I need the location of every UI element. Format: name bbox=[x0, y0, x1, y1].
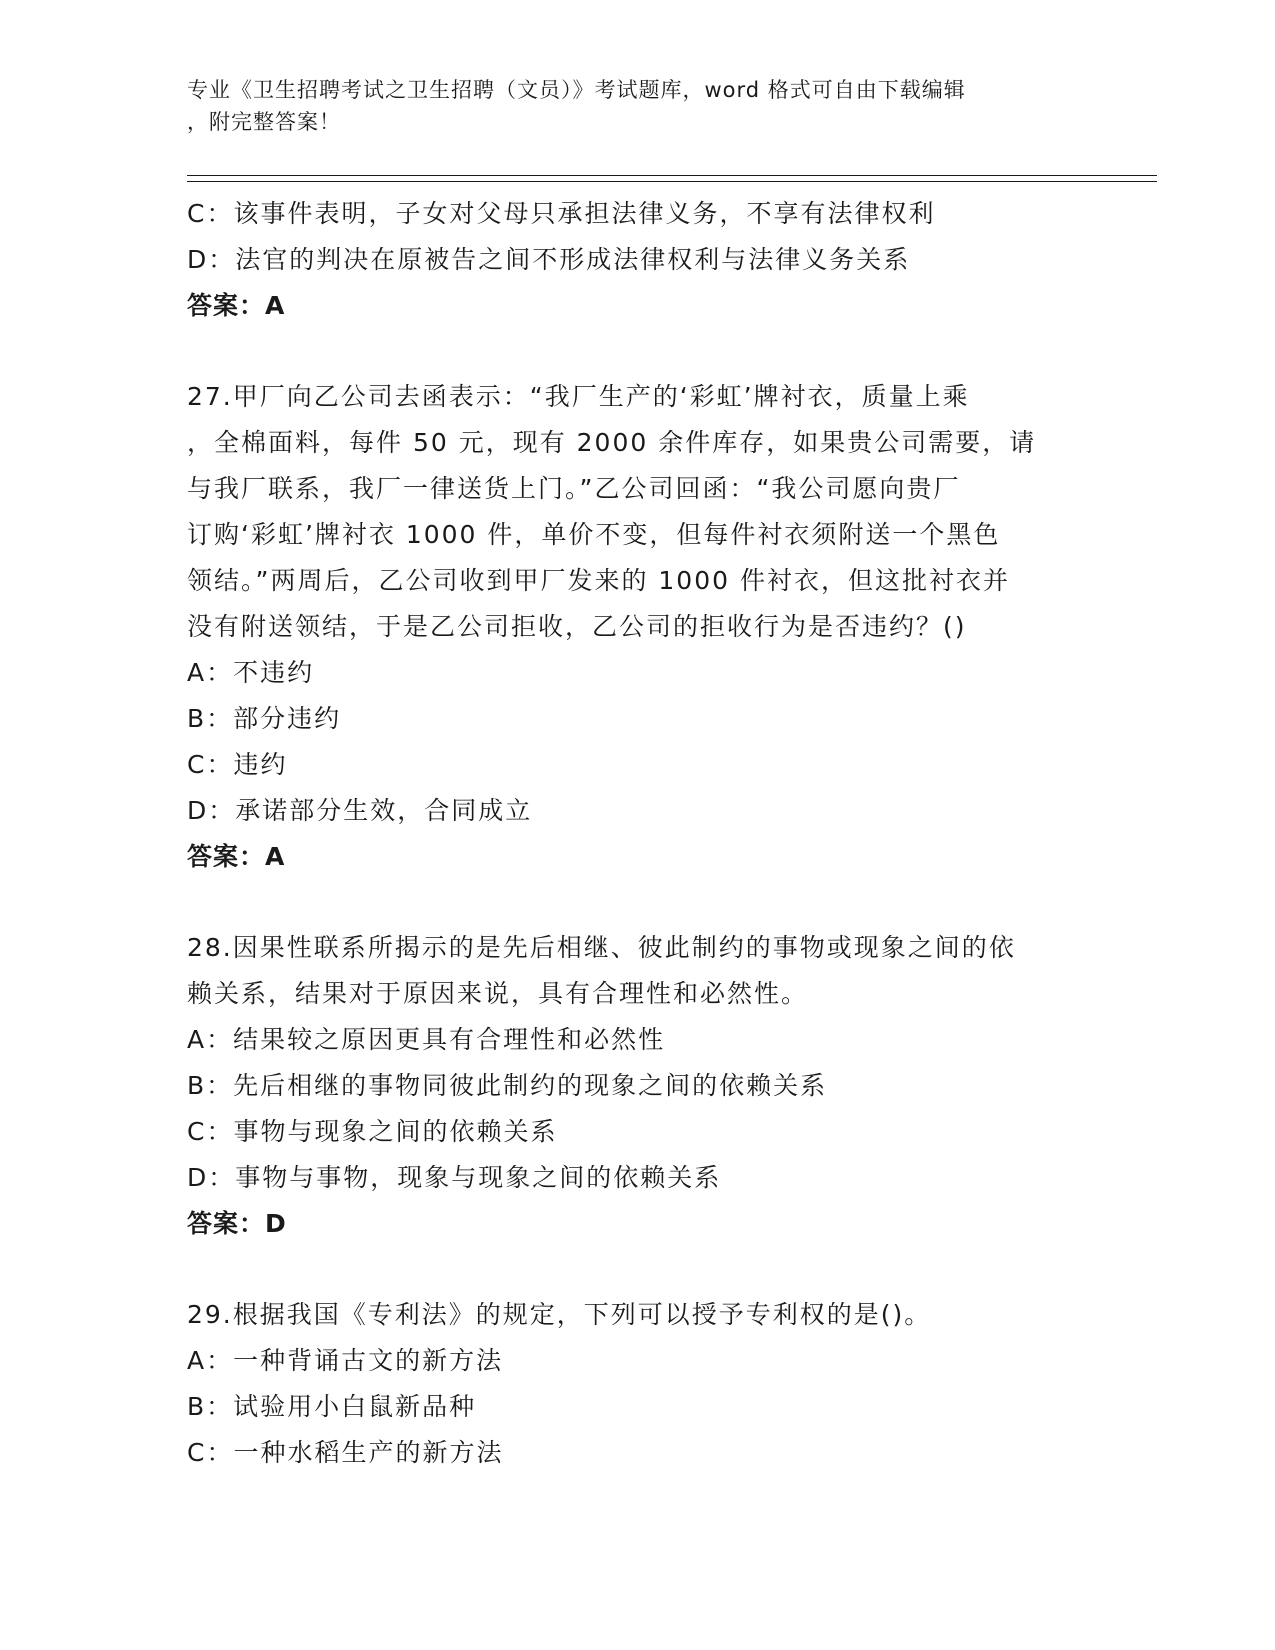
question-stem-line: 没有附送领结，于是乙公司拒收，乙公司的拒收行为是否违约？() bbox=[187, 612, 967, 641]
answer-line: 答案：A bbox=[187, 291, 286, 320]
question-27 bbox=[187, 374, 1087, 880]
question-stem-line: 订购‘彩虹’牌衬衣 1000 件，单价不变，但每件衬衣须附送一个黑色 bbox=[187, 520, 1001, 549]
question-29 bbox=[187, 1292, 1087, 1476]
question-stem-line: 27.甲厂向乙公司去函表示：“我厂生产的‘彩虹’牌衬衣，质量上乘 bbox=[187, 382, 970, 411]
option-a: A：一种背诵古文的新方法 bbox=[187, 1346, 504, 1375]
question-28 bbox=[187, 925, 1087, 1247]
option-d: D：事物与事物，现象与现象之间的依赖关系 bbox=[187, 1163, 722, 1192]
option-c: C：一种水稻生产的新方法 bbox=[187, 1438, 504, 1467]
question-stem-line: 赖关系，结果对于原因来说，具有合理性和必然性。 bbox=[187, 979, 809, 1008]
answer-line: 答案：A bbox=[187, 842, 286, 871]
header-rule-top bbox=[187, 175, 1157, 176]
question-stem-line: 28.因果性联系所揭示的是先后相继、彼此制约的事物或现象之间的依 bbox=[187, 933, 1016, 962]
option-d: D：法官的判决在原被告之间不形成法律权利与法律义务关系 bbox=[187, 245, 911, 274]
spacer bbox=[187, 1247, 1087, 1292]
answer-line: 答案：D bbox=[187, 1209, 287, 1238]
question-stem-line: 29.根据我国《专利法》的规定，下列可以授予专利权的是()。 bbox=[187, 1300, 932, 1329]
header-line-1: 专业《卫生招聘考试之卫生招聘（文员）》考试题库，word 格式可自由下载编辑 bbox=[187, 78, 966, 102]
option-b: B：部分违约 bbox=[187, 704, 342, 733]
header-rule-bottom bbox=[187, 181, 1157, 182]
option-c: C：该事件表明，子女对父母只承担法律义务，不享有法律权利 bbox=[187, 199, 936, 228]
question-stem-line: 与我厂联系，我厂一律送货上门。”乙公司回函：“我公司愿向贵厂 bbox=[187, 474, 961, 503]
option-a: A：结果较之原因更具有合理性和必然性 bbox=[187, 1025, 666, 1054]
option-c: C：违约 bbox=[187, 750, 288, 779]
header-line-2: ，附完整答案！ bbox=[187, 110, 341, 134]
spacer bbox=[187, 329, 1087, 374]
question-stem-line: 领结。”两周后，乙公司收到甲厂发来的 1000 件衬衣，但这批衬衣并 bbox=[187, 566, 1010, 595]
option-b: B：先后相继的事物同彼此制约的现象之间的依赖关系 bbox=[187, 1071, 828, 1100]
prev-question-block bbox=[187, 191, 1087, 329]
option-b: B：试验用小白鼠新品种 bbox=[187, 1392, 477, 1421]
document-content bbox=[187, 191, 1087, 1476]
option-c: C：事物与现象之间的依赖关系 bbox=[187, 1117, 558, 1146]
spacer bbox=[187, 880, 1087, 925]
option-d: D：承诺部分生效，合同成立 bbox=[187, 796, 533, 825]
question-stem-line: ，全棉面料，每件 50 元，现有 2000 余件库存，如果贵公司需要，请 bbox=[187, 428, 1037, 457]
option-a: A：不违约 bbox=[187, 658, 315, 687]
page-header bbox=[187, 74, 1077, 138]
